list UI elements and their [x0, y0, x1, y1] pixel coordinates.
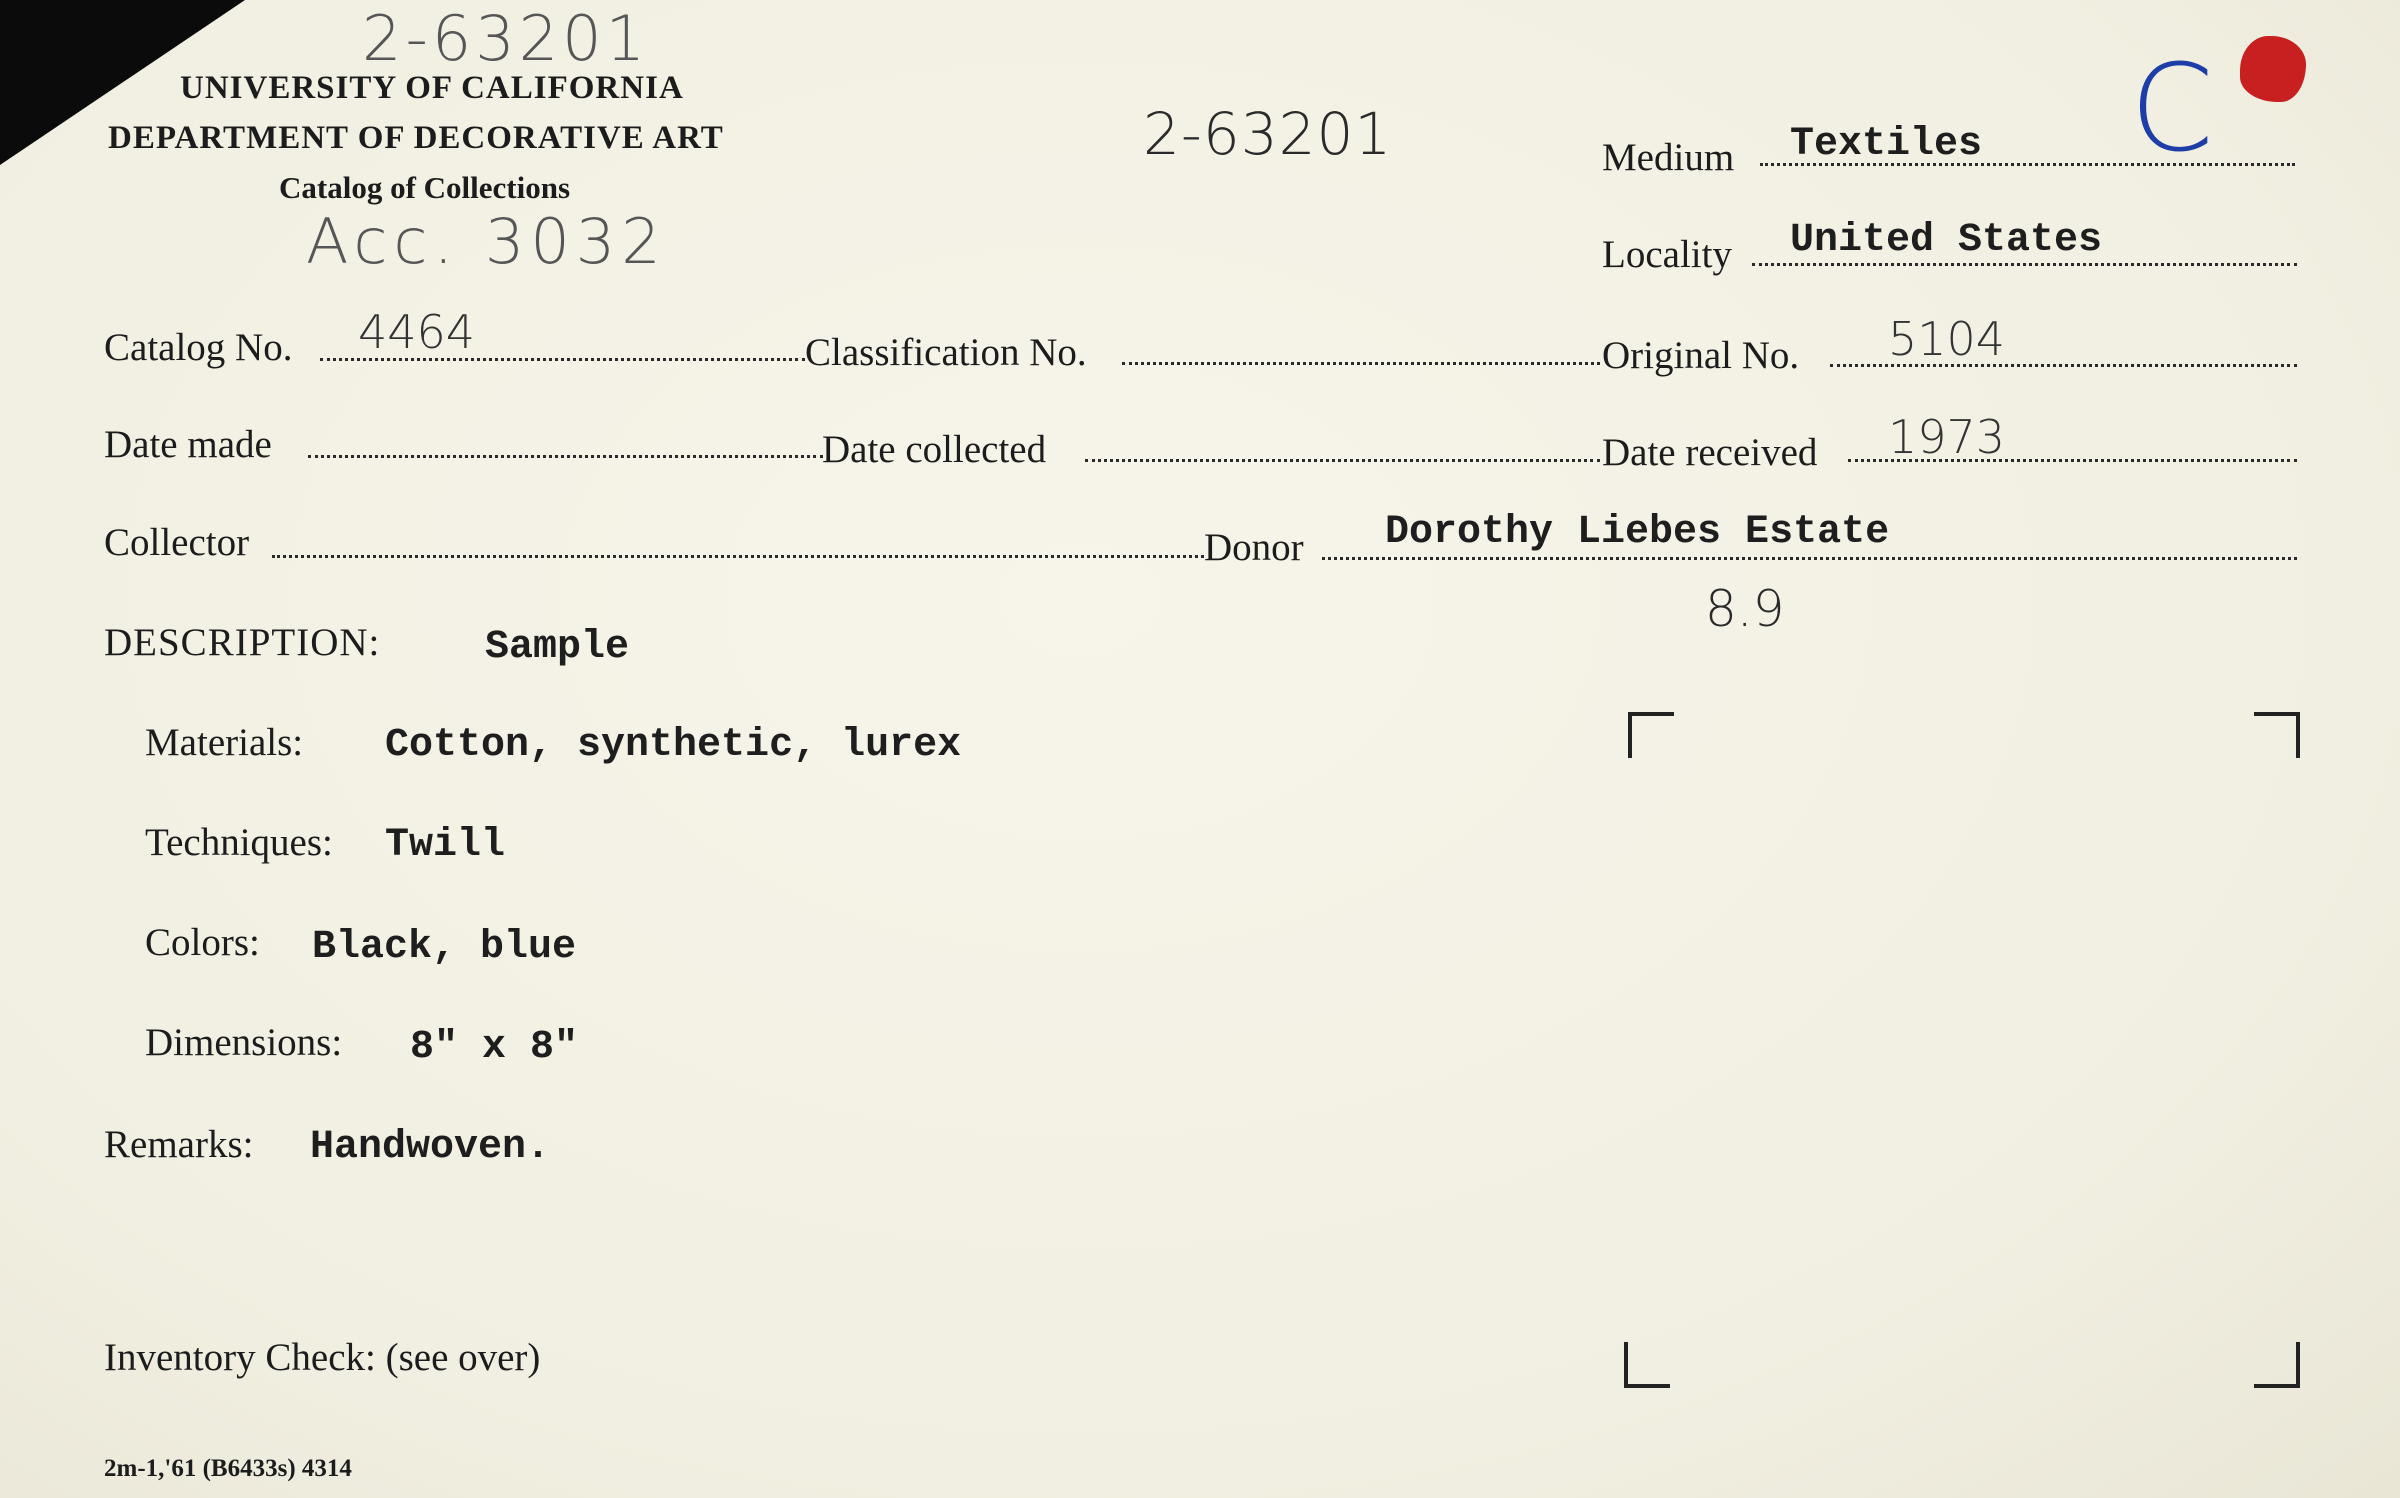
dimensions-value: 8" x 8"	[410, 1025, 579, 1070]
photo-corner-bottom-right	[2254, 1342, 2300, 1388]
photo-corner-top-right	[2254, 712, 2300, 758]
form-code: 2m-1,'61 (B6433s) 4314	[104, 1455, 352, 1482]
handwritten-measure: 8.9	[1705, 580, 1785, 638]
handwritten-top-number: 2-63201	[362, 2, 650, 75]
locality-line	[1752, 263, 2297, 266]
description-label: DESCRIPTION:	[104, 621, 381, 664]
classification-no-line	[1122, 362, 1600, 365]
medium-label: Medium	[1602, 136, 1735, 179]
colors-label: Colors:	[145, 921, 260, 964]
blue-ink-mark: C	[2130, 40, 2214, 179]
red-ink-spot	[2240, 36, 2306, 102]
collector-line	[272, 555, 1204, 558]
remarks-label: Remarks:	[104, 1123, 254, 1166]
donor-value: Dorothy Liebes Estate	[1385, 510, 1890, 555]
date-collected-label: Date collected	[822, 428, 1047, 471]
inventory-check: Inventory Check: (see over)	[104, 1336, 541, 1379]
remarks-value: Handwoven.	[310, 1125, 551, 1170]
colors-value: Black, blue	[312, 925, 577, 970]
locality-label: Locality	[1602, 233, 1732, 276]
handwritten-accession-number: Acc. 3032	[306, 205, 667, 278]
photo-corner-bottom-left	[1624, 1342, 1670, 1388]
catalog-no-value: 4464	[358, 305, 476, 359]
date-made-label: Date made	[104, 423, 272, 466]
date-collected-line	[1085, 459, 1600, 462]
techniques-label: Techniques:	[145, 821, 333, 864]
donor-line	[1322, 557, 2297, 560]
classification-no-label: Classification No.	[805, 331, 1087, 374]
date-received-label: Date received	[1602, 431, 1818, 474]
dimensions-label: Dimensions:	[145, 1021, 343, 1064]
locality-value: United States	[1790, 218, 2103, 263]
date-made-line	[308, 455, 823, 458]
materials-label: Materials:	[145, 721, 304, 764]
techniques-value: Twill	[385, 823, 506, 868]
original-no-label: Original No.	[1602, 334, 1800, 377]
handwritten-center-number: 2-63201	[1143, 100, 1393, 168]
medium-value: Textiles	[1790, 122, 1983, 167]
donor-label: Donor	[1204, 526, 1304, 569]
header-department: DEPARTMENT OF DECORATIVE ART	[108, 120, 724, 156]
materials-value: Cotton, synthetic, lurex	[385, 723, 962, 768]
header-university: UNIVERSITY OF CALIFORNIA	[180, 70, 684, 106]
catalog-no-label: Catalog No.	[104, 326, 293, 369]
photo-corner-top-left	[1628, 712, 1674, 758]
collector-label: Collector	[104, 521, 250, 564]
header-catalog-of-collections: Catalog of Collections	[279, 170, 571, 205]
description-value: Sample	[485, 625, 630, 670]
original-no-value: 5104	[1888, 312, 2006, 366]
date-received-value: 1973	[1888, 410, 2006, 464]
